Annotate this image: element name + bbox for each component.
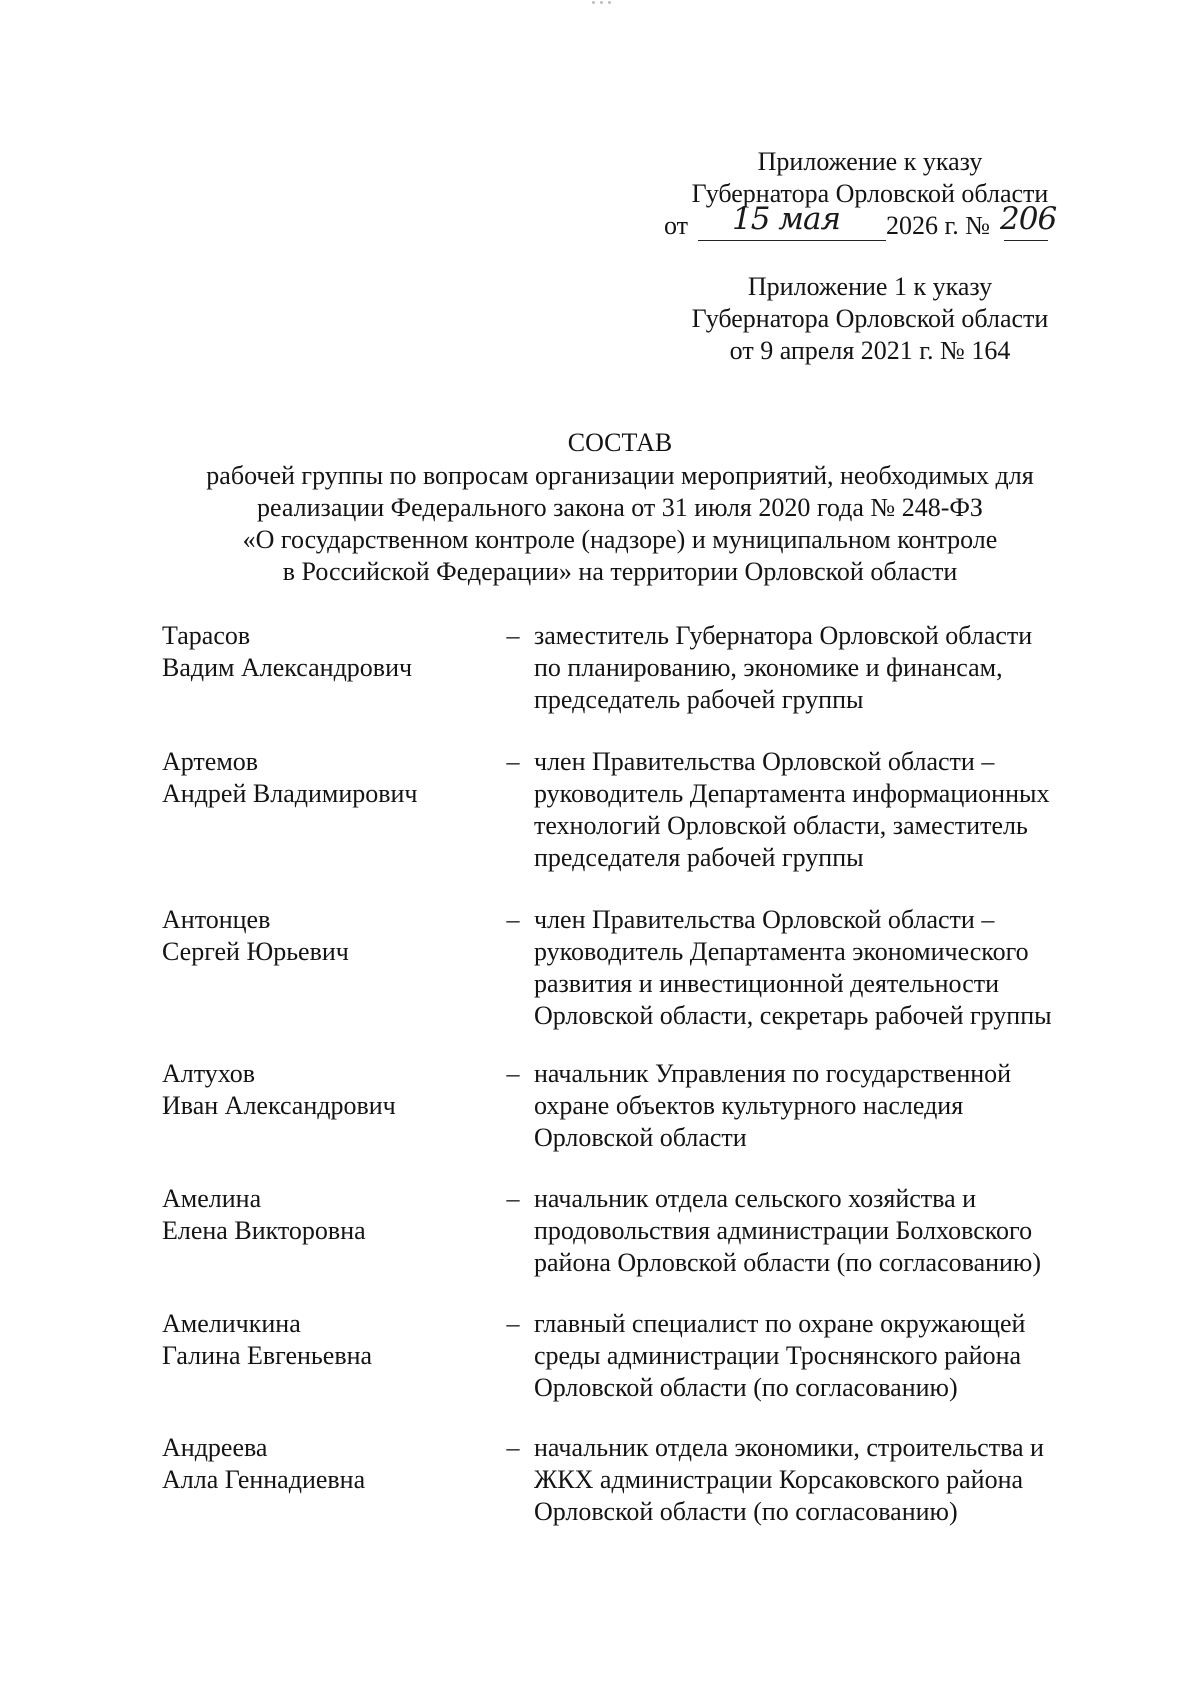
- position-line: председатель рабочей группы: [534, 685, 864, 714]
- position-line: председателя рабочей группы: [534, 843, 864, 872]
- position-line: Орловской области (по согласованию): [534, 1373, 958, 1402]
- position-line: технологий Орловской области, заместитель: [534, 811, 1028, 840]
- position-line: руководитель Департамента экономического: [534, 937, 1029, 966]
- original-line-2: Губернатора Орловской области: [691, 304, 1049, 333]
- member-surname: Амеличкина: [162, 1309, 301, 1338]
- member-position: [534, 1058, 1114, 1154]
- member-surname: Амелина: [162, 1184, 262, 1213]
- date-prefix: от: [664, 211, 689, 240]
- dash-separator: –: [506, 1184, 520, 1213]
- handwritten-number: 206: [1000, 201, 1057, 237]
- heading-line: «О государственном контроле (надзоре) и муниципальном контроле: [242, 525, 998, 554]
- number-blank-line: [1004, 240, 1048, 241]
- heading-line: в Российской Федерации» на территории Орловской области: [282, 557, 958, 586]
- position-line: развития и инвестиционной деятельности: [534, 969, 1000, 998]
- dash-separator: –: [506, 747, 520, 776]
- heading-line: рабочей группы по вопросам организации мероприятий, необходимых для: [206, 461, 1034, 490]
- original-line-1: Приложение 1 к указу: [747, 272, 993, 301]
- member-name: [162, 1058, 492, 1122]
- position-line: ЖКХ администрации Корсаковского района: [534, 1465, 1024, 1494]
- position-line: Орловской области, секретарь рабочей группы: [534, 1001, 1052, 1030]
- position-line: член Правительства Орловской области –: [534, 905, 995, 934]
- member-position: [534, 1432, 1114, 1528]
- member-given-names: Андрей Владимирович: [162, 779, 418, 808]
- position-line: начальник отдела экономики, строительства и: [534, 1433, 1044, 1462]
- position-line: Орловской области (по согласованию): [534, 1497, 958, 1526]
- approval-block-original: [640, 271, 1100, 367]
- member-name: [162, 1308, 492, 1372]
- position-line: среды администрации Троснянского района: [534, 1341, 1022, 1370]
- document-heading: [160, 427, 1080, 588]
- approval-block-current: [640, 146, 1100, 246]
- position-line: Орловской области: [534, 1123, 747, 1152]
- approval-line-1: Приложение к указу: [757, 147, 983, 176]
- member-given-names: Алла Геннадиевна: [162, 1465, 366, 1494]
- member-given-names: Галина Евгеньевна: [162, 1341, 373, 1370]
- member-position: [534, 1308, 1114, 1404]
- member-given-names: Сергей Юрьевич: [162, 937, 349, 966]
- member-given-names: Елена Викторовна: [162, 1216, 366, 1245]
- member-surname: Артемов: [162, 747, 259, 776]
- member-name: [162, 746, 492, 810]
- dash-separator: –: [506, 1059, 520, 1088]
- heading-line: реализации Федерального закона от 31 июля 2020 года № 248-ФЗ: [257, 493, 983, 522]
- member-surname: Алтухов: [162, 1059, 256, 1088]
- date-year: 2026 г. №: [886, 211, 991, 240]
- dash-separator: –: [506, 1309, 520, 1338]
- position-line: член Правительства Орловской области –: [534, 747, 995, 776]
- position-line: заместитель Губернатора Орловской области: [534, 621, 1033, 650]
- dash-separator: –: [506, 621, 520, 650]
- member-position: [534, 1183, 1114, 1279]
- member-given-names: Иван Александрович: [162, 1091, 396, 1120]
- member-position: [534, 746, 1114, 874]
- date-blank-line: [698, 240, 886, 241]
- handwritten-date: 15 мая: [732, 201, 841, 237]
- member-position: [534, 904, 1114, 1032]
- position-line: начальник Управления по государственной: [534, 1059, 1012, 1088]
- position-line: по планированию, экономике и финансам,: [534, 653, 1003, 682]
- approval-date-line: [640, 201, 1100, 246]
- member-name: [162, 1183, 492, 1247]
- position-line: главный специалист по охране окружающей: [534, 1309, 1026, 1338]
- scan-artifact: [0, 0, 1200, 10]
- position-line: начальник отдела сельского хозяйства и: [534, 1184, 977, 1213]
- member-name: [162, 1432, 492, 1496]
- member-name: [162, 620, 492, 684]
- original-line-3: от 9 апреля 2021 г. № 164: [729, 336, 1011, 365]
- member-surname: Антонцев: [162, 905, 271, 934]
- member-position: [534, 620, 1114, 716]
- position-line: продовольствия администрации Болховского: [534, 1216, 1033, 1245]
- member-given-names: Вадим Александрович: [162, 653, 413, 682]
- position-line: района Орловской области (по согласованию): [534, 1248, 1042, 1277]
- position-line: руководитель Департамента информационных: [534, 779, 1050, 808]
- approval-line-2: Губернатора Орловской области: [691, 179, 1049, 208]
- dash-separator: –: [506, 1433, 520, 1462]
- position-line: охране объектов культурного наследия: [534, 1091, 964, 1120]
- member-name: [162, 904, 492, 968]
- heading-title: СОСТАВ: [567, 428, 673, 457]
- member-surname: Тарасов: [162, 621, 251, 650]
- member-surname: Андреева: [162, 1433, 268, 1462]
- dash-separator: –: [506, 905, 520, 934]
